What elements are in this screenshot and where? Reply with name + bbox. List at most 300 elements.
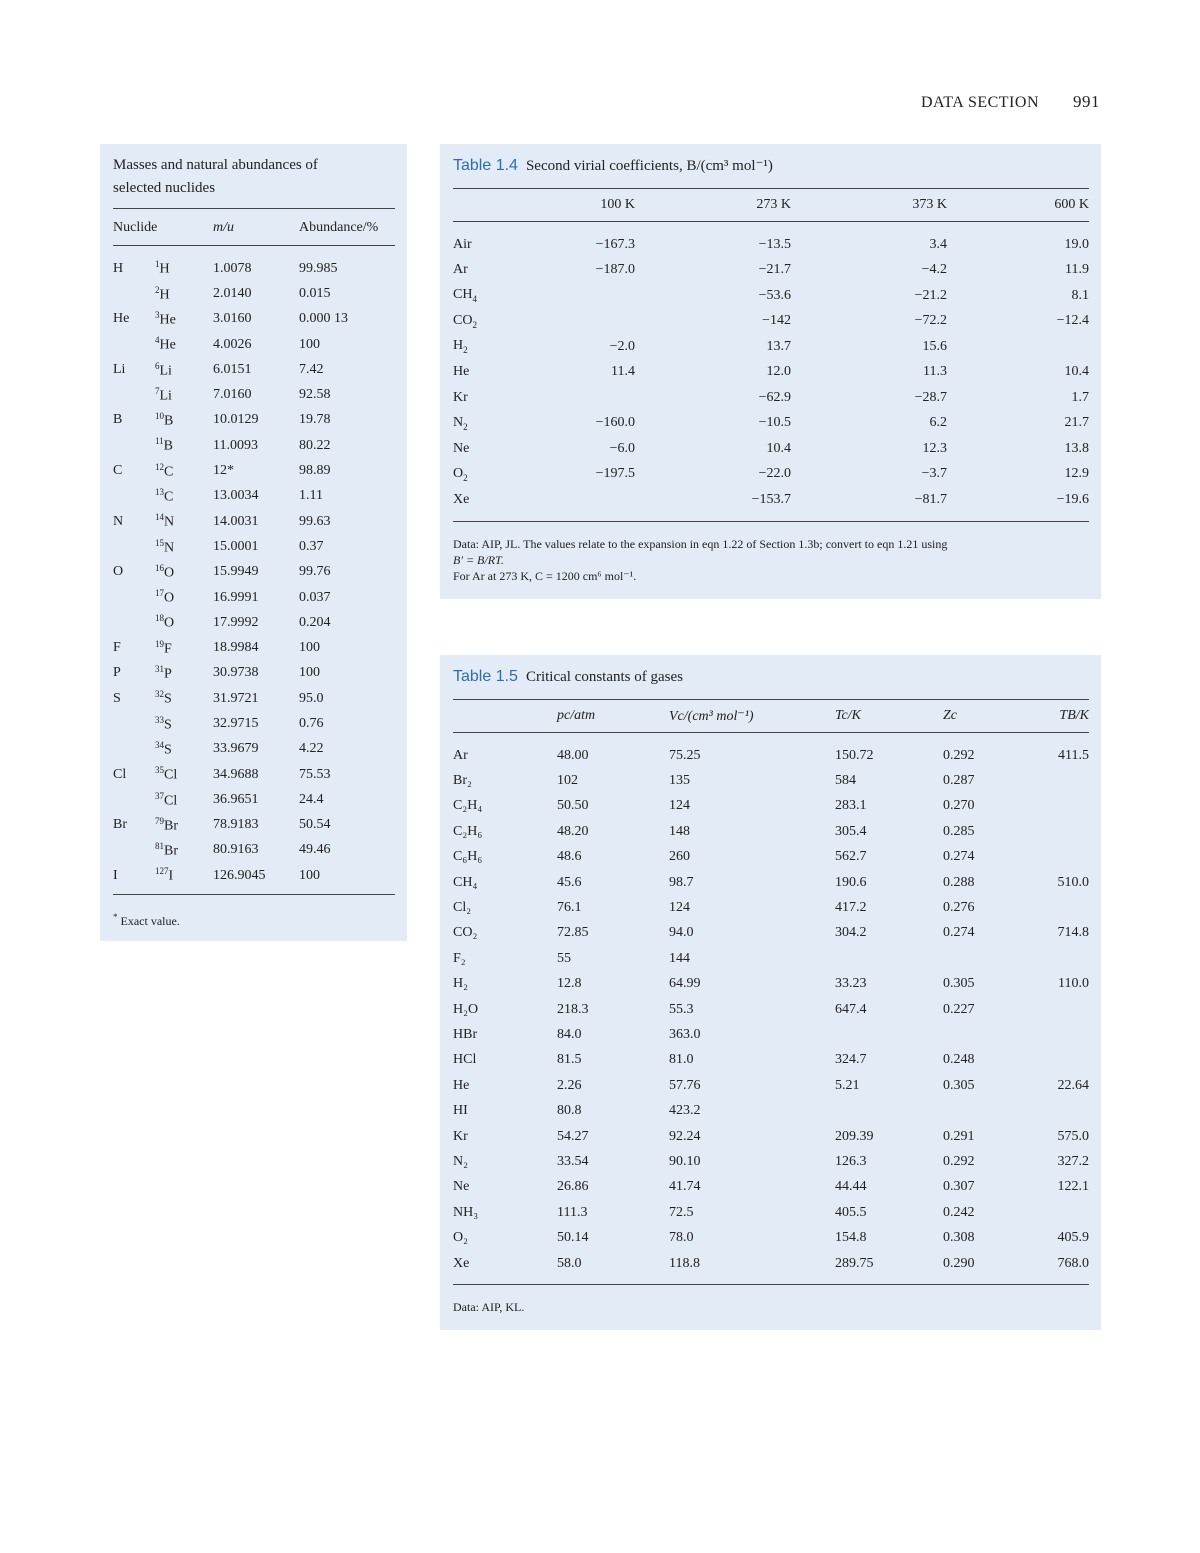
value-cell (943, 1022, 1039, 1047)
mass-number: 31 (155, 664, 164, 675)
value-cell: 305.4 (835, 823, 867, 839)
isotope-symbol: N (164, 514, 175, 530)
isotope-cell (155, 686, 213, 711)
value-cell: 510.0 (1057, 874, 1089, 890)
value-cell: 50.14 (557, 1230, 589, 1246)
nuclide-caption: Masses and natural abundances of selected nuclides (113, 157, 318, 196)
abundance-cell: 24.4 (299, 791, 324, 807)
value-cell: 0.276 (943, 900, 975, 916)
mass-number: 79 (155, 815, 164, 826)
isotope-cell (155, 813, 213, 838)
isotope-cell (155, 635, 213, 660)
table-row (113, 610, 395, 635)
value-cell: 72.85 (557, 925, 589, 941)
table-row (453, 385, 1089, 411)
virial-table-box (440, 144, 1101, 599)
isotope-symbol: Li (159, 363, 172, 379)
value-cell (503, 309, 635, 335)
gas-cell: H₂O (453, 1001, 479, 1017)
value-cell: 3.4 (929, 236, 947, 252)
value-cell (503, 385, 635, 411)
mass-cell: 30.9738 (213, 665, 259, 681)
mass-cell: 34.9688 (213, 766, 259, 782)
critical-col-zc: Zc (943, 708, 957, 723)
table-row (453, 258, 1089, 284)
value-cell: 0.227 (943, 1001, 975, 1017)
table-row (453, 1098, 1089, 1123)
mass-cell: 1.0078 (213, 260, 252, 276)
value-cell: 411.5 (1058, 747, 1089, 763)
value-cell: 48.00 (557, 747, 589, 763)
element-cell (113, 711, 155, 736)
isotope-symbol: Li (159, 388, 172, 404)
value-cell: 12.9 (1064, 466, 1089, 482)
virial-col-100k: 100 K (600, 197, 635, 212)
abundance-cell: 92.58 (299, 387, 331, 403)
mass-cell: 32.9715 (213, 715, 259, 731)
table-row (453, 309, 1089, 335)
mass-cell: 13.0034 (213, 488, 259, 504)
table-row (113, 256, 395, 281)
value-cell: 423.2 (669, 1103, 701, 1119)
gas-cell: F₂ (453, 950, 466, 966)
isotope-symbol: He (159, 337, 176, 353)
element-cell: N (113, 513, 124, 529)
page-number: 991 (1073, 92, 1100, 111)
value-cell: −10.5 (758, 415, 791, 431)
mass-cell: 3.0160 (213, 311, 252, 327)
abundance-cell: 99.76 (299, 564, 331, 580)
value-cell: 363.0 (669, 1026, 701, 1042)
element-cell: He (113, 311, 130, 327)
critical-label: Table 1.5 (453, 668, 518, 685)
value-cell: 0.307 (943, 1179, 975, 1195)
col-nuclide: Nuclide (113, 220, 158, 235)
value-cell: 84.0 (557, 1026, 582, 1042)
mass-number: 34 (155, 739, 164, 750)
isotope-symbol: H (159, 287, 170, 303)
mass-cell: 11.0093 (213, 437, 258, 453)
gas-cell: Ne (453, 1179, 470, 1195)
critical-table-box (440, 655, 1101, 1330)
value-cell: 78.0 (669, 1230, 694, 1246)
gas-subscript: 4 (472, 294, 477, 305)
value-cell: 283.1 (835, 798, 867, 814)
value-cell: 209.39 (835, 1128, 874, 1144)
isotope-cell (155, 787, 213, 812)
table-row (113, 458, 395, 483)
table-row (453, 870, 1089, 895)
value-cell: −2.0 (609, 338, 635, 354)
table-row (113, 560, 395, 585)
critical-caption: Critical constants of gases (525, 669, 683, 685)
value-cell: 90.10 (669, 1153, 701, 1169)
gas-cell: $CH_4$ (453, 287, 477, 305)
value-cell (1039, 946, 1089, 971)
abundance-cell: 98.89 (299, 463, 331, 479)
value-cell: 33.23 (835, 976, 867, 992)
value-cell: 10.4 (1064, 364, 1089, 380)
table-row (113, 307, 395, 332)
value-cell: 21.7 (1064, 415, 1089, 431)
element-cell (113, 382, 155, 407)
mass-number: 32 (155, 689, 164, 700)
virial-note-2: B′ = B/RT. (453, 552, 504, 567)
table-row (113, 408, 395, 433)
value-cell: −13.5 (758, 236, 791, 252)
value-cell: −19.6 (1056, 491, 1089, 507)
abundance-cell: 0.204 (299, 614, 331, 630)
value-cell: 19.0 (1064, 236, 1089, 252)
value-cell: 15.6 (922, 338, 947, 354)
nuclide-table-box (100, 144, 407, 941)
value-cell: 11.3 (923, 364, 947, 380)
value-cell: −62.9 (758, 389, 791, 405)
mass-cell: 12* (213, 463, 234, 479)
value-cell: 218.3 (557, 1001, 589, 1017)
table-row (113, 484, 395, 509)
value-cell: −153.7 (751, 491, 791, 507)
table-row (113, 686, 395, 711)
mass-number: 13 (155, 486, 164, 497)
table-row (453, 768, 1089, 793)
value-cell: 0.288 (943, 874, 975, 890)
value-cell: 98.7 (669, 874, 694, 890)
value-cell: 94.0 (669, 925, 694, 941)
value-cell (503, 487, 635, 513)
value-cell (1039, 845, 1089, 870)
value-cell: 405.5 (835, 1204, 867, 1220)
table-row (113, 281, 395, 306)
value-cell (1039, 1048, 1089, 1073)
value-cell: 289.75 (835, 1255, 874, 1271)
value-cell: 0.287 (943, 773, 975, 789)
table-row (453, 946, 1089, 971)
isotope-cell (155, 433, 213, 458)
table-row (453, 1175, 1089, 1200)
isotope-symbol: He (159, 312, 176, 328)
value-cell: 10.4 (766, 440, 791, 456)
value-cell: 6.2 (929, 415, 947, 431)
value-cell: −4.2 (921, 262, 947, 278)
nuclide-rows (113, 256, 395, 888)
mass-number: 1 (155, 259, 160, 270)
isotope-cell (155, 661, 213, 686)
mass-cell: 16.9991 (213, 589, 259, 605)
abundance-cell: 1.11 (299, 488, 323, 504)
value-cell: 417.2 (835, 900, 867, 916)
value-cell (943, 1098, 1039, 1123)
gas-cell: $N_2$ (453, 414, 468, 432)
value-cell: 154.8 (835, 1230, 867, 1246)
value-cell: 0.308 (943, 1230, 975, 1246)
value-cell: 405.9 (1057, 1230, 1089, 1246)
value-cell: 13.7 (766, 338, 791, 354)
table-row (453, 1022, 1089, 1047)
critical-col-tb: TB/K (1059, 708, 1089, 723)
value-cell: 714.8 (1057, 925, 1089, 941)
value-cell: 11.9 (1065, 262, 1089, 278)
element-cell: B (113, 412, 123, 428)
mass-cell: 6.0151 (213, 361, 252, 377)
value-cell: 50.50 (557, 798, 589, 814)
value-cell: 0.305 (943, 1077, 975, 1093)
abundance-cell: 0.015 (299, 285, 331, 301)
element-cell: O (113, 564, 124, 580)
abundance-cell: 75.53 (299, 766, 331, 782)
value-cell: 124 (669, 900, 690, 916)
value-cell: 0.291 (943, 1128, 975, 1144)
value-cell: −28.7 (914, 389, 947, 405)
virial-caption: Second virial coefficients, B/(cm³ mol⁻¹) (525, 158, 773, 174)
mass-number: 4 (155, 335, 160, 346)
table-row (453, 462, 1089, 488)
table-row (453, 1225, 1089, 1250)
mass-cell: 18.9984 (213, 640, 259, 656)
table-row (453, 997, 1089, 1022)
isotope-cell (155, 332, 213, 357)
mass-number: 7 (155, 385, 160, 396)
value-cell: 190.6 (835, 874, 867, 890)
table-row (453, 895, 1089, 920)
value-cell: 44.44 (835, 1179, 867, 1195)
value-cell: 1.7 (1071, 389, 1089, 405)
mass-number: 2 (155, 284, 160, 295)
element-cell: P (113, 665, 121, 681)
abundance-cell: 50.54 (299, 817, 331, 833)
table-row (453, 487, 1089, 513)
value-cell: 64.99 (669, 976, 701, 992)
isotope-symbol: Br (164, 843, 178, 859)
abundance-cell: 100 (299, 867, 320, 883)
isotope-symbol: Cl (164, 793, 178, 809)
value-cell (1039, 1200, 1089, 1225)
mass-number: 17 (155, 588, 164, 599)
table-row (453, 1048, 1089, 1073)
critical-header (453, 700, 1089, 732)
value-cell: 0.290 (943, 1255, 975, 1271)
gas-cell: Ar (453, 747, 468, 763)
mass-number: 3 (155, 309, 160, 320)
table-row (453, 1149, 1089, 1174)
gas-cell: Ne (453, 440, 470, 456)
value-cell: 148 (669, 823, 690, 839)
element-cell: I (113, 867, 118, 883)
isotope-symbol: P (164, 666, 172, 682)
value-cell: 768.0 (1057, 1255, 1089, 1271)
mass-number: 81 (155, 841, 164, 852)
mass-cell: 17.9992 (213, 614, 259, 630)
isotope-symbol: O (164, 565, 175, 581)
value-cell: −167.3 (595, 236, 635, 252)
gas-subscript: 2 (463, 345, 468, 356)
virial-col-273k: 273 K (756, 197, 791, 212)
table-row (113, 762, 395, 787)
gas-cell: H₂ (453, 976, 468, 992)
mass-cell: 4.0026 (213, 336, 252, 352)
isotope-cell (155, 863, 213, 888)
value-cell: 55 (557, 950, 571, 966)
table-row (113, 585, 395, 610)
isotope-cell (155, 256, 213, 281)
value-cell (1039, 895, 1089, 920)
table-row (113, 534, 395, 559)
page-header (921, 92, 1100, 112)
value-cell: −3.7 (921, 466, 947, 482)
table-row (453, 334, 1089, 360)
gas-cell: He (453, 1077, 470, 1093)
mass-cell: 36.9651 (213, 791, 259, 807)
table-row (453, 1073, 1089, 1098)
gas-cell: Kr (453, 389, 468, 405)
virial-header (453, 189, 1089, 221)
abundance-cell: 80.22 (299, 437, 331, 453)
value-cell (835, 1098, 943, 1123)
gas-cell: Ar (453, 262, 468, 278)
mass-number: 18 (155, 613, 164, 624)
table-row (453, 283, 1089, 309)
critical-col-tc: Tc/K (835, 708, 861, 723)
gas-cell: $H_2$ (453, 338, 468, 356)
value-cell: 135 (669, 773, 690, 789)
virial-title (453, 154, 1089, 178)
isotope-symbol: N (164, 540, 175, 556)
mass-cell: 126.9045 (213, 867, 266, 883)
value-cell: 72.5 (669, 1204, 694, 1220)
section-title: DATA SECTION (920, 94, 1039, 111)
value-cell: 111.3 (557, 1204, 588, 1220)
table-row (113, 863, 395, 888)
gas-subscript: 2 (463, 472, 468, 483)
mass-cell: 15.0001 (213, 538, 259, 554)
value-cell: 150.72 (835, 747, 874, 763)
value-cell (835, 1022, 943, 1047)
gas-cell: N₂ (453, 1153, 468, 1169)
isotope-cell (155, 762, 213, 787)
abundance-cell: 7.42 (299, 361, 324, 377)
mass-number: 127 (155, 866, 169, 877)
abundance-cell: 49.46 (299, 842, 331, 858)
gas-cell: $O_2$ (453, 465, 468, 483)
table-row (453, 921, 1089, 946)
value-cell: 76.1 (557, 900, 582, 916)
value-cell: 41.74 (669, 1179, 701, 1195)
col-mass: m/u (213, 220, 234, 235)
table-row (453, 1200, 1089, 1225)
mass-number: 35 (155, 765, 164, 776)
gas-cell: NH₃ (453, 1204, 479, 1220)
value-cell: 0.270 (943, 798, 975, 814)
gas-cell: Xe (453, 1255, 470, 1271)
gas-subscript: 2 (463, 421, 468, 432)
table-row (453, 1251, 1089, 1276)
gas-cell: Kr (453, 1128, 468, 1144)
value-cell: 2.26 (557, 1077, 582, 1093)
value-cell: −81.7 (914, 491, 947, 507)
value-cell: −187.0 (595, 262, 635, 278)
gas-cell: C₂H₆ (453, 823, 483, 839)
element-cell: F (113, 640, 121, 656)
value-cell: 324.7 (835, 1052, 867, 1068)
critical-col-vc: Vc/(cm³ mol⁻¹) (669, 708, 754, 724)
mass-number: 14 (155, 512, 164, 523)
table-row (453, 411, 1089, 437)
value-cell: 0.285 (943, 823, 975, 839)
value-cell: 124 (669, 798, 690, 814)
value-cell: −21.2 (914, 287, 947, 303)
abundance-cell: 99.63 (299, 513, 331, 529)
value-cell (1039, 794, 1089, 819)
mass-number: 6 (155, 360, 160, 371)
value-cell: 75.25 (669, 747, 701, 763)
value-cell: 45.6 (557, 874, 582, 890)
table-row (113, 357, 395, 382)
table-row (113, 332, 395, 357)
isotope-symbol: O (164, 616, 175, 632)
isotope-cell (155, 737, 213, 762)
value-cell: 575.0 (1057, 1128, 1089, 1144)
value-cell: −21.7 (758, 262, 791, 278)
col-abundance: Abundance/% (299, 220, 379, 235)
gas-cell: He (453, 364, 470, 380)
abundance-cell: 100 (299, 336, 320, 352)
gas-cell: Br₂ (453, 773, 472, 789)
mass-cell: 33.9679 (213, 741, 259, 757)
gas-cell: Xe (453, 491, 470, 507)
abundance-cell: 100 (299, 665, 320, 681)
isotope-symbol: C (164, 489, 174, 505)
isotope-cell (155, 357, 213, 382)
value-cell: 26.86 (557, 1179, 589, 1195)
mass-number: 37 (155, 790, 164, 801)
abundance-cell: 99.985 (299, 260, 338, 276)
value-cell: 118.8 (669, 1255, 700, 1271)
critical-rows (453, 743, 1089, 1276)
isotope-symbol: S (164, 717, 172, 733)
value-cell (1039, 819, 1089, 844)
abundance-cell: 4.22 (299, 741, 324, 757)
value-cell: 0.274 (943, 849, 975, 865)
element-cell: Cl (113, 766, 127, 782)
value-cell: 0.274 (943, 925, 975, 941)
mass-number: 10 (155, 411, 164, 422)
table-row (453, 232, 1089, 258)
value-cell: −53.6 (758, 287, 791, 303)
value-cell: 122.1 (1057, 1179, 1089, 1195)
mass-cell: 31.9721 (213, 690, 259, 706)
table-row (113, 382, 395, 407)
table-row (113, 737, 395, 762)
critical-col-pc: pc/atm (557, 708, 596, 723)
mass-cell: 80.9163 (213, 842, 259, 858)
gas-cell: CO₂ (453, 925, 478, 941)
value-cell: 12.0 (766, 364, 791, 380)
value-cell (503, 283, 635, 309)
table-row (453, 972, 1089, 997)
value-cell: 13.8 (1064, 440, 1089, 456)
value-cell (1039, 768, 1089, 793)
value-cell: 55.3 (669, 1001, 694, 1017)
isotope-cell (155, 458, 213, 483)
isotope-symbol: Cl (164, 767, 178, 783)
value-cell: 33.54 (557, 1153, 589, 1169)
value-cell: 22.64 (1057, 1077, 1089, 1093)
isotope-cell (155, 281, 213, 306)
mass-number: 15 (155, 537, 164, 548)
mass-number: 16 (155, 562, 164, 573)
mass-cell: 7.0160 (213, 387, 252, 403)
critical-title (453, 665, 1089, 689)
